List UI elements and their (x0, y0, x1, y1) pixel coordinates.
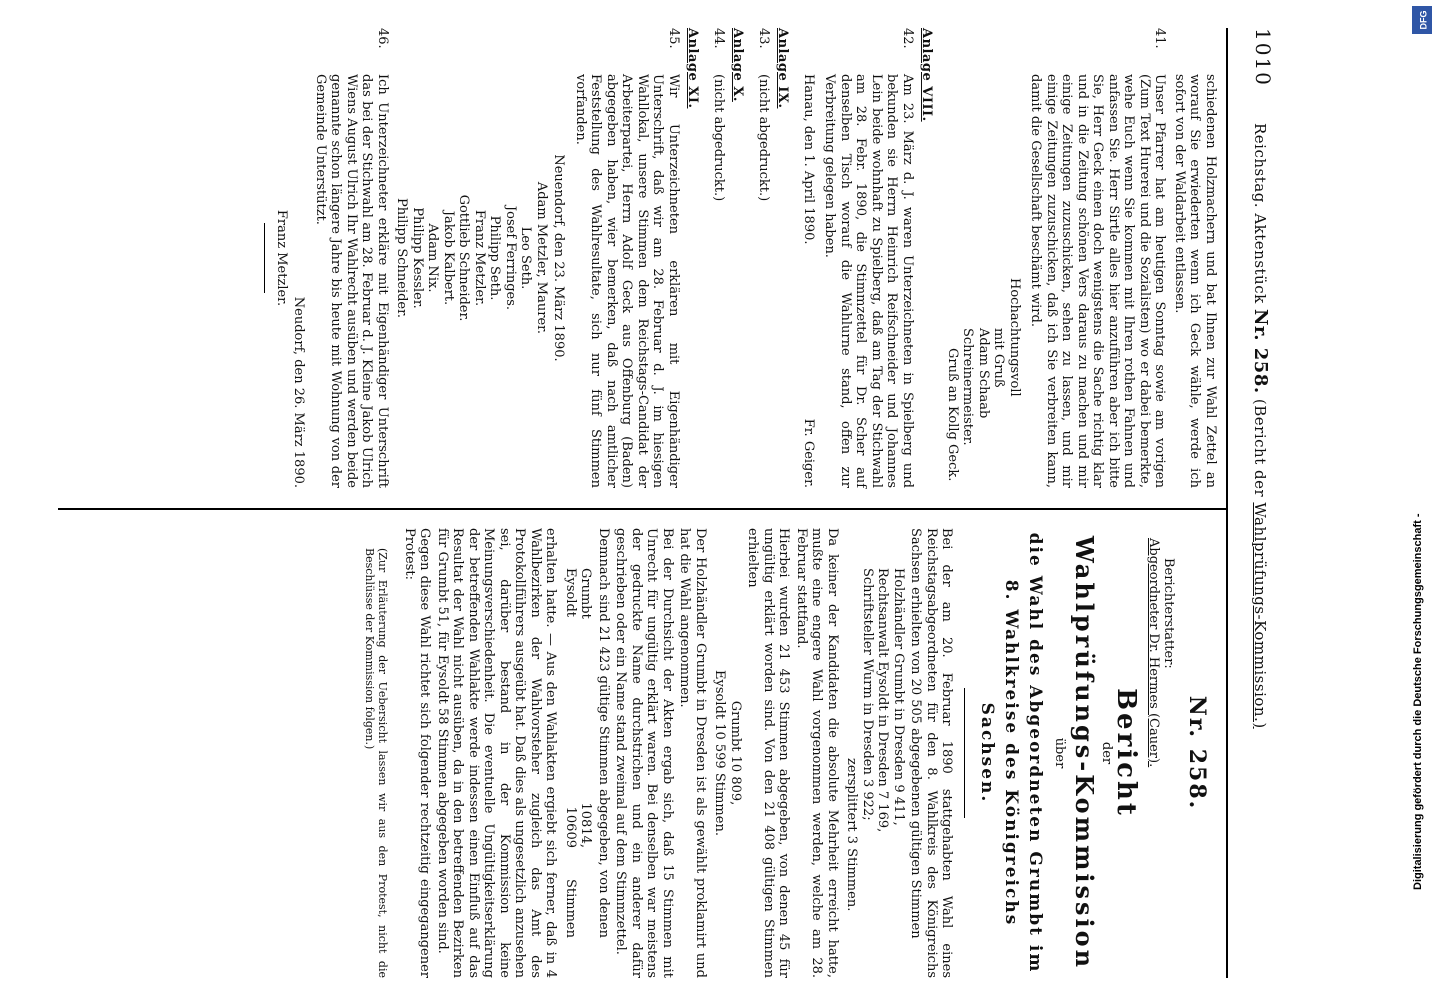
signer-name: Philipp Schneider. (394, 197, 410, 319)
candidate-line: zersplittert 3 Stimmen. (844, 758, 860, 912)
closing-line: Schreinermeister. (960, 328, 976, 446)
paragraph: Demnach sind 21 423 gültige Stimmen abgegeben, von denen (596, 528, 611, 939)
paragraph: Gegen diese Wahl richtet sich folgender rechtzeitig eingegangener Protest: (402, 528, 433, 978)
subject-line: 8. Wahlkreise des Königreichs Sachsen. (977, 579, 1022, 927)
candidate-line: Holzhändler Grumbt in Dresden 9 411, (891, 568, 906, 826)
candidate-line: Schriftsteller Wurm in Dresden 3 922; (860, 568, 875, 821)
closing-line: Hochachtungsvoll (1007, 278, 1022, 397)
anlage-heading: Anlage IX. (775, 28, 791, 109)
vote-name: Grumbt (578, 568, 594, 619)
digitization-sidebar (1396, 0, 1432, 1000)
item-text: (nicht abgedruckt.) (756, 74, 771, 202)
running-title-right: (Bericht der (1251, 393, 1269, 503)
item-41 (1028, 28, 1168, 488)
dfg-logo-text: DFG (1418, 10, 1429, 30)
item-42 (822, 28, 915, 488)
anlage-heading: Anlage X. (730, 28, 746, 102)
item-text: Am 23. März d. J. waren Unterzeichneten in Spielberg und bekunden sie Herrn Heinrich Reifschneider und Johannes Lein beide wohnhaft zu Spielberg, daß am Tag der Stichwahl am 28. Febr. 1890, die Stimmzettel für Dr. Scher auf denselben Tisch worauf die Wahlurne stand, offen zur Verbreitung gelegen haben. (822, 74, 915, 488)
closing-line: mit Gruß (991, 328, 1007, 388)
running-title (1252, 123, 1269, 729)
report-title: Bericht (1111, 688, 1142, 818)
item-date: Hanau, den 1. April 1890. (801, 74, 816, 245)
signer-name: Jakob Kalbert. (441, 210, 456, 306)
item-number: 44. (711, 28, 726, 49)
item-text: Wir Unterzeichneten erklären mit Eigenhändiger Unterschrift, daß wir am 28. Februar d. J. im hiesigen Wahllokal, unsere Stimmen dem Reichstags-Candidat der Arbeiterpartei, Herrn Adolf Geck aus Offenburg (Baden) abgegeben haben, wier bemerken, daß nach amtlicher Feststellung des Wahlresultate, sich nur fünf Stimmen vorfanden. (573, 74, 681, 488)
rapporteur-label: Berichterstatter: (1161, 558, 1177, 669)
date-row (801, 28, 817, 488)
item-text: Ich Unterzeichneter erkläre mit Eigenhändiger Unterschrift das bei der Stichwahl am 28. Februar d. J. Kleine Jakob Ulrich Wiens August Ulrich Ihr Wahlrecht ausüben und werden beide genannte schon längere Jahre bis heute mit Wohnung von der Gemeinde Unterstützt. (313, 74, 390, 488)
dfg-logo (1412, 6, 1432, 34)
signer-name: Adam Nix. (425, 223, 441, 293)
item-text: (nicht abgedruckt.) (711, 74, 726, 202)
paragraph: Der Holzhändler Grumbt in Dresden ist als gewählt proklamirt und hat die Wahl angenommen. (677, 528, 708, 978)
rapporteur-name: Abgeordneter Dr. Hermes (Cauer). (1146, 538, 1161, 768)
end-rule (265, 223, 266, 293)
title-connector: der (1099, 741, 1114, 765)
vote-name: Eysoldt (563, 568, 578, 618)
result-line: Eysoldt 10 599 Stimmen. (712, 670, 728, 836)
item-number: 41. (1152, 28, 1168, 49)
anlage-heading: Anlage XI. (685, 28, 701, 109)
page-number: 1010 (1251, 28, 1275, 87)
right-column (362, 528, 1219, 978)
closing-line: Adam Schaab (976, 328, 991, 419)
title-connector: über (1052, 737, 1067, 769)
item-number: 42. (900, 28, 915, 49)
subject-line: die Wahl des Abgeordneten Grumbt im (1025, 532, 1046, 974)
running-title-nr: Nr. 258. (1250, 308, 1271, 394)
column-divider (58, 508, 1228, 510)
paragraph: Hierbei wurden 21 453 Stimmen abgegeben, von denen 45 für ungültig erklärt worden sind. Von den 21 408 gültigen Stimmen erhielten (745, 528, 792, 978)
running-title-left: Reichstag. Aktenstück (1251, 123, 1269, 309)
paragraph: Bei der am 20. Februar 1890 stattgehabten Wahl eines Reichstagsabgeordneten für den 8. Wahlkreis des Königreichs Sachsen erhielten von 20 505 abgegebenen gültigen Stimmen (908, 528, 955, 978)
item-date: Neuendorf, den 23. März 1890. (551, 154, 567, 362)
candidate-line: Rechtsanwalt Eysoldt in Dresden 7 169, (875, 568, 891, 833)
commission-title: Wahlprüfungs-Kommission (1070, 535, 1100, 971)
title-rule (965, 688, 966, 818)
item-text: Unser Pfarrer hat am heutigen Sonntag sowie am vorigen (Zum Text Hurerei und die Sozialisten) wo er dabei bemerkte, wehe Euch wenn Sie kommen mit Ihren rothen Fahnen und anfassen Sie. Herr Sirtle alles hier anzuführen aber ich bitte Sie, Herr Geck einen doch wenigstens die Sache richtig klar und in die Zeitung schönen Vers daraus zu machen und mir einige Zeitungen zuzuschicken, sehen zu lassen, und mir einige Zeitungen zuzuschicken, daß ich Sie verbreiten kann, damit die Gesellschaft beschämt wird. (1028, 74, 1168, 488)
signer-name: Josef Ferringes. (503, 205, 518, 311)
header-rule (1226, 28, 1228, 978)
vote-count: 10609 (563, 806, 578, 848)
funding-notice: Digitalisierung gefördert durch die Deutsche Forschungsgemeinschaft - (1412, 513, 1424, 890)
signer-name: Gottlieb Schneider. (456, 194, 472, 322)
item-43 (756, 28, 772, 488)
document-number: Nr. 258. (1184, 695, 1210, 811)
signer-name: Adam Metzler, Maurer. (534, 181, 549, 335)
item-number: 45. (666, 28, 681, 49)
result-line: Grumbt 10 809, (728, 700, 743, 806)
paragraph: erhalten hatte. — Aus den Wahlakten ergiebt sich ferner, daß in 4 Wahlbezirken der Wahlvorsteher zugleich das Amt des Protokollführers ausgeübt hat. Daß dies als ungesetzlich anzusehen sei, darüber bestand in der Kommission keine Meinungsverschiedenheit. Die eventuelle Ungültigkeitserklärung der betreffenden Wahlakte werde indessen einen Einfluß auf das Resultat der Wahl nicht ausüben, da in den betreffenden Bezirken für Grumbt 51, für Eysoldt 58 Stimmen abgegeben worden sind. (435, 528, 559, 978)
anlage-heading: Anlage VIII. (919, 28, 935, 122)
left-column (257, 28, 1219, 488)
vote-row (578, 528, 594, 978)
vote-count: 10814, (578, 802, 594, 848)
paragraph: Bei der Durchsicht der Akten ergab sich, daß 15 Stimmen mit Unrecht für ungültig erklärt waren. Bei denselben war meistens der gedruckte Name durchstrichen und ein anderer dafür geschrieben oder ein Name stand zweimal auf dem Stimmzettel. (613, 528, 675, 978)
item-44 (711, 28, 727, 488)
item-signature: Fr. Geiger. (801, 418, 816, 488)
item-45 (573, 28, 682, 488)
item-date: Neudorf, den 26. März 1890. (291, 296, 307, 488)
report-subject (976, 528, 1048, 978)
running-title-commission: Wahlprüfungs-Kommission.) (1251, 502, 1269, 729)
paragraph: Da keiner der Kandidaten die absolute Mehrheit erreicht hatte, mußte eine engere Wahl vorgenommen werden, welche am 28. Februar stattfand. (794, 528, 840, 978)
signer-name: Franz Metzler. (472, 209, 487, 307)
item-number: 43. (756, 28, 771, 49)
item-46 (313, 28, 391, 488)
running-header (1242, 28, 1274, 978)
signer-name: Philipp Seth. (487, 215, 503, 301)
signer-name: Leo Seth. (518, 226, 534, 290)
signer-name: Philipp Kessler. (410, 207, 425, 309)
vote-unit: Stimmen (563, 878, 578, 938)
editorial-note: (Zur Erläuterung der Uebersicht lassen wir aus den Protest, nicht die Beschlüsse der Kommission folgen.) (363, 548, 390, 978)
vote-row (563, 528, 579, 978)
item-number: 46. (375, 28, 390, 49)
closing-line: Gruß an Kollg Geck. (945, 348, 960, 482)
continuation-text: schiedenen Holzmachern und bat Ihnen zur Wahl Zettel an worauf Sie erwiederten wenn ich Geck wähle, werde ich sofort von der Waldarbeit entlassen. (1172, 74, 1218, 488)
item-signature: Franz Metzler. (274, 209, 289, 307)
